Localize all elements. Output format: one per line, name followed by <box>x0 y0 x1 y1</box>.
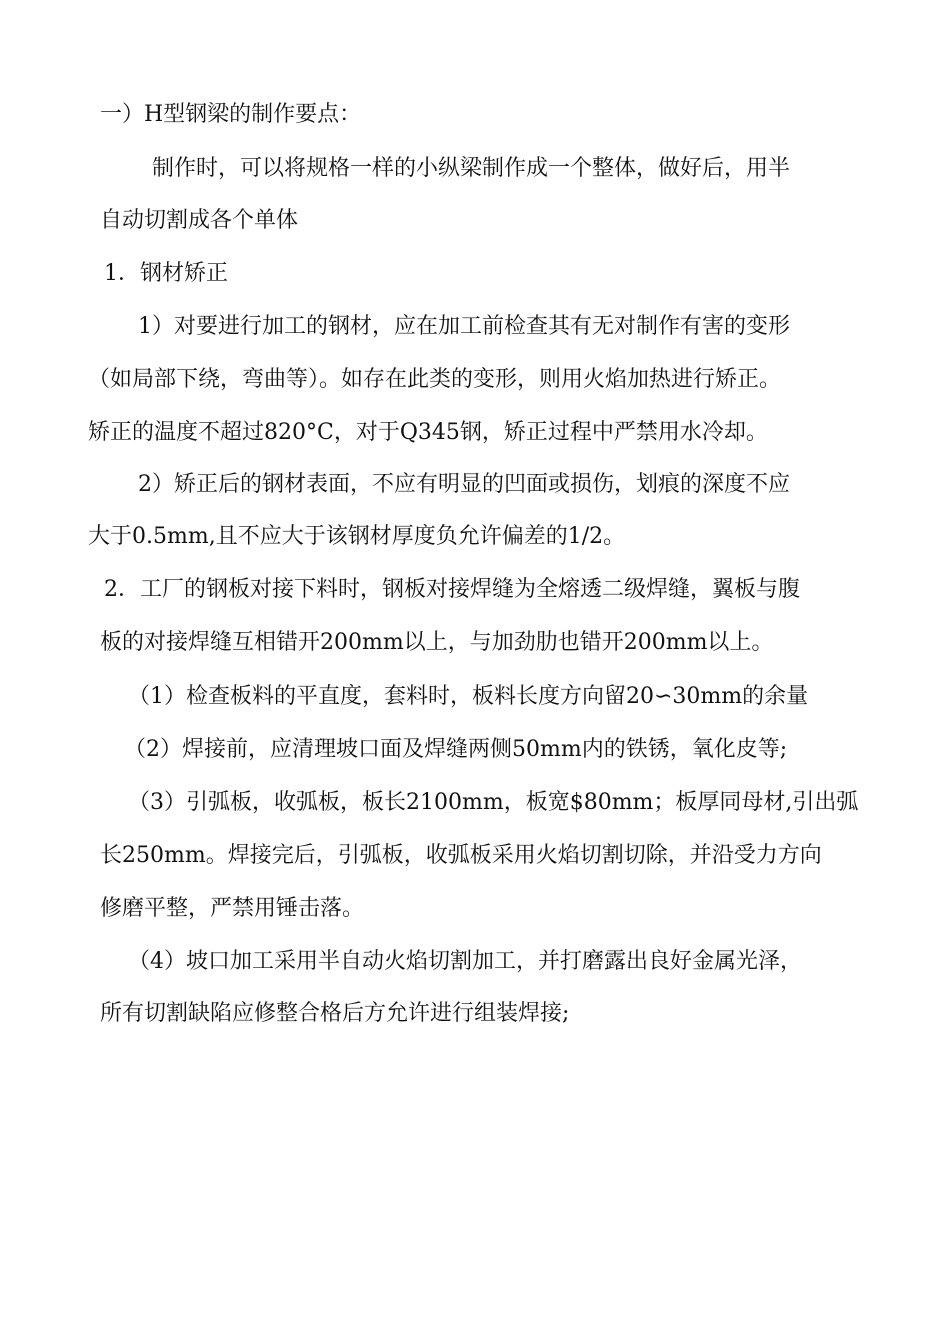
item-2-4-line-2: 所有切割缺陷应修整合格后方允许进行组装焊接; <box>100 1001 570 1026</box>
item-2-3-line-3: 修磨平整，严禁用锤击落。 <box>100 896 365 921</box>
item-1-2-line-1: 2）矫正后的钢材表面，不应有明显的凹面或损伤，划痕的深度不应 <box>138 472 790 497</box>
intro-line-1: 制作时，可以将规格一样的小纵梁制作成一个整体，做好后，用半 <box>152 156 791 181</box>
item-1-1-line-1: 1）对要进行加工的钢材，应在加工前检查其有无对制作有害的变形 <box>138 314 790 339</box>
section-2-line-2: 板的对接焊缝互相错开200mm以上，与加劲肋也错开200mm以上。 <box>100 630 774 655</box>
item-2-2: （2）焊接前，应清理坡口面及焊缝两侧50mm内的铁锈，氧化皮等; <box>124 737 788 762</box>
item-2-4-line-1: （4）坡口加工采用半自动火焰切割加工，并打磨露出良好金属光泽， <box>128 949 802 974</box>
item-2-1: （1）检查板料的平直度，套料时，板料长度方向留20∽30mm的余量 <box>128 684 809 709</box>
section-2-line-1: 2．工厂的钢板对接下料时，钢板对接焊缝为全熔透二级焊缝，翼板与腹 <box>104 577 800 602</box>
item-1-1-line-2: （如局部下绕，弯曲等）。如存在此类的变形，则用火焰加热进行矫正。 <box>88 367 782 392</box>
section-heading: 一）H型钢梁的制作要点： <box>100 102 362 127</box>
intro-line-2: 自动切割成各个单体 <box>100 208 299 233</box>
item-2-3-line-1: （3）引弧板，收弧板，板长2100mm，板宽$80mm；板厚同母材,引出弧 <box>128 790 859 815</box>
item-1-2-line-2: 大于0.5mm,且不应大于该钢材厚度负允许偏差的1/2。 <box>88 524 626 549</box>
item-1-1-line-3: 矫正的温度不超过820°C，对于Q345钢，矫正过程中严禁用水冷却。 <box>88 420 768 445</box>
section-1-title: 1．钢材矫正 <box>104 261 228 286</box>
item-2-3-line-2: 长250mm。焊接完后，引弧板，收弧板采用火焰切割切除，并沿受力方向 <box>100 843 822 868</box>
